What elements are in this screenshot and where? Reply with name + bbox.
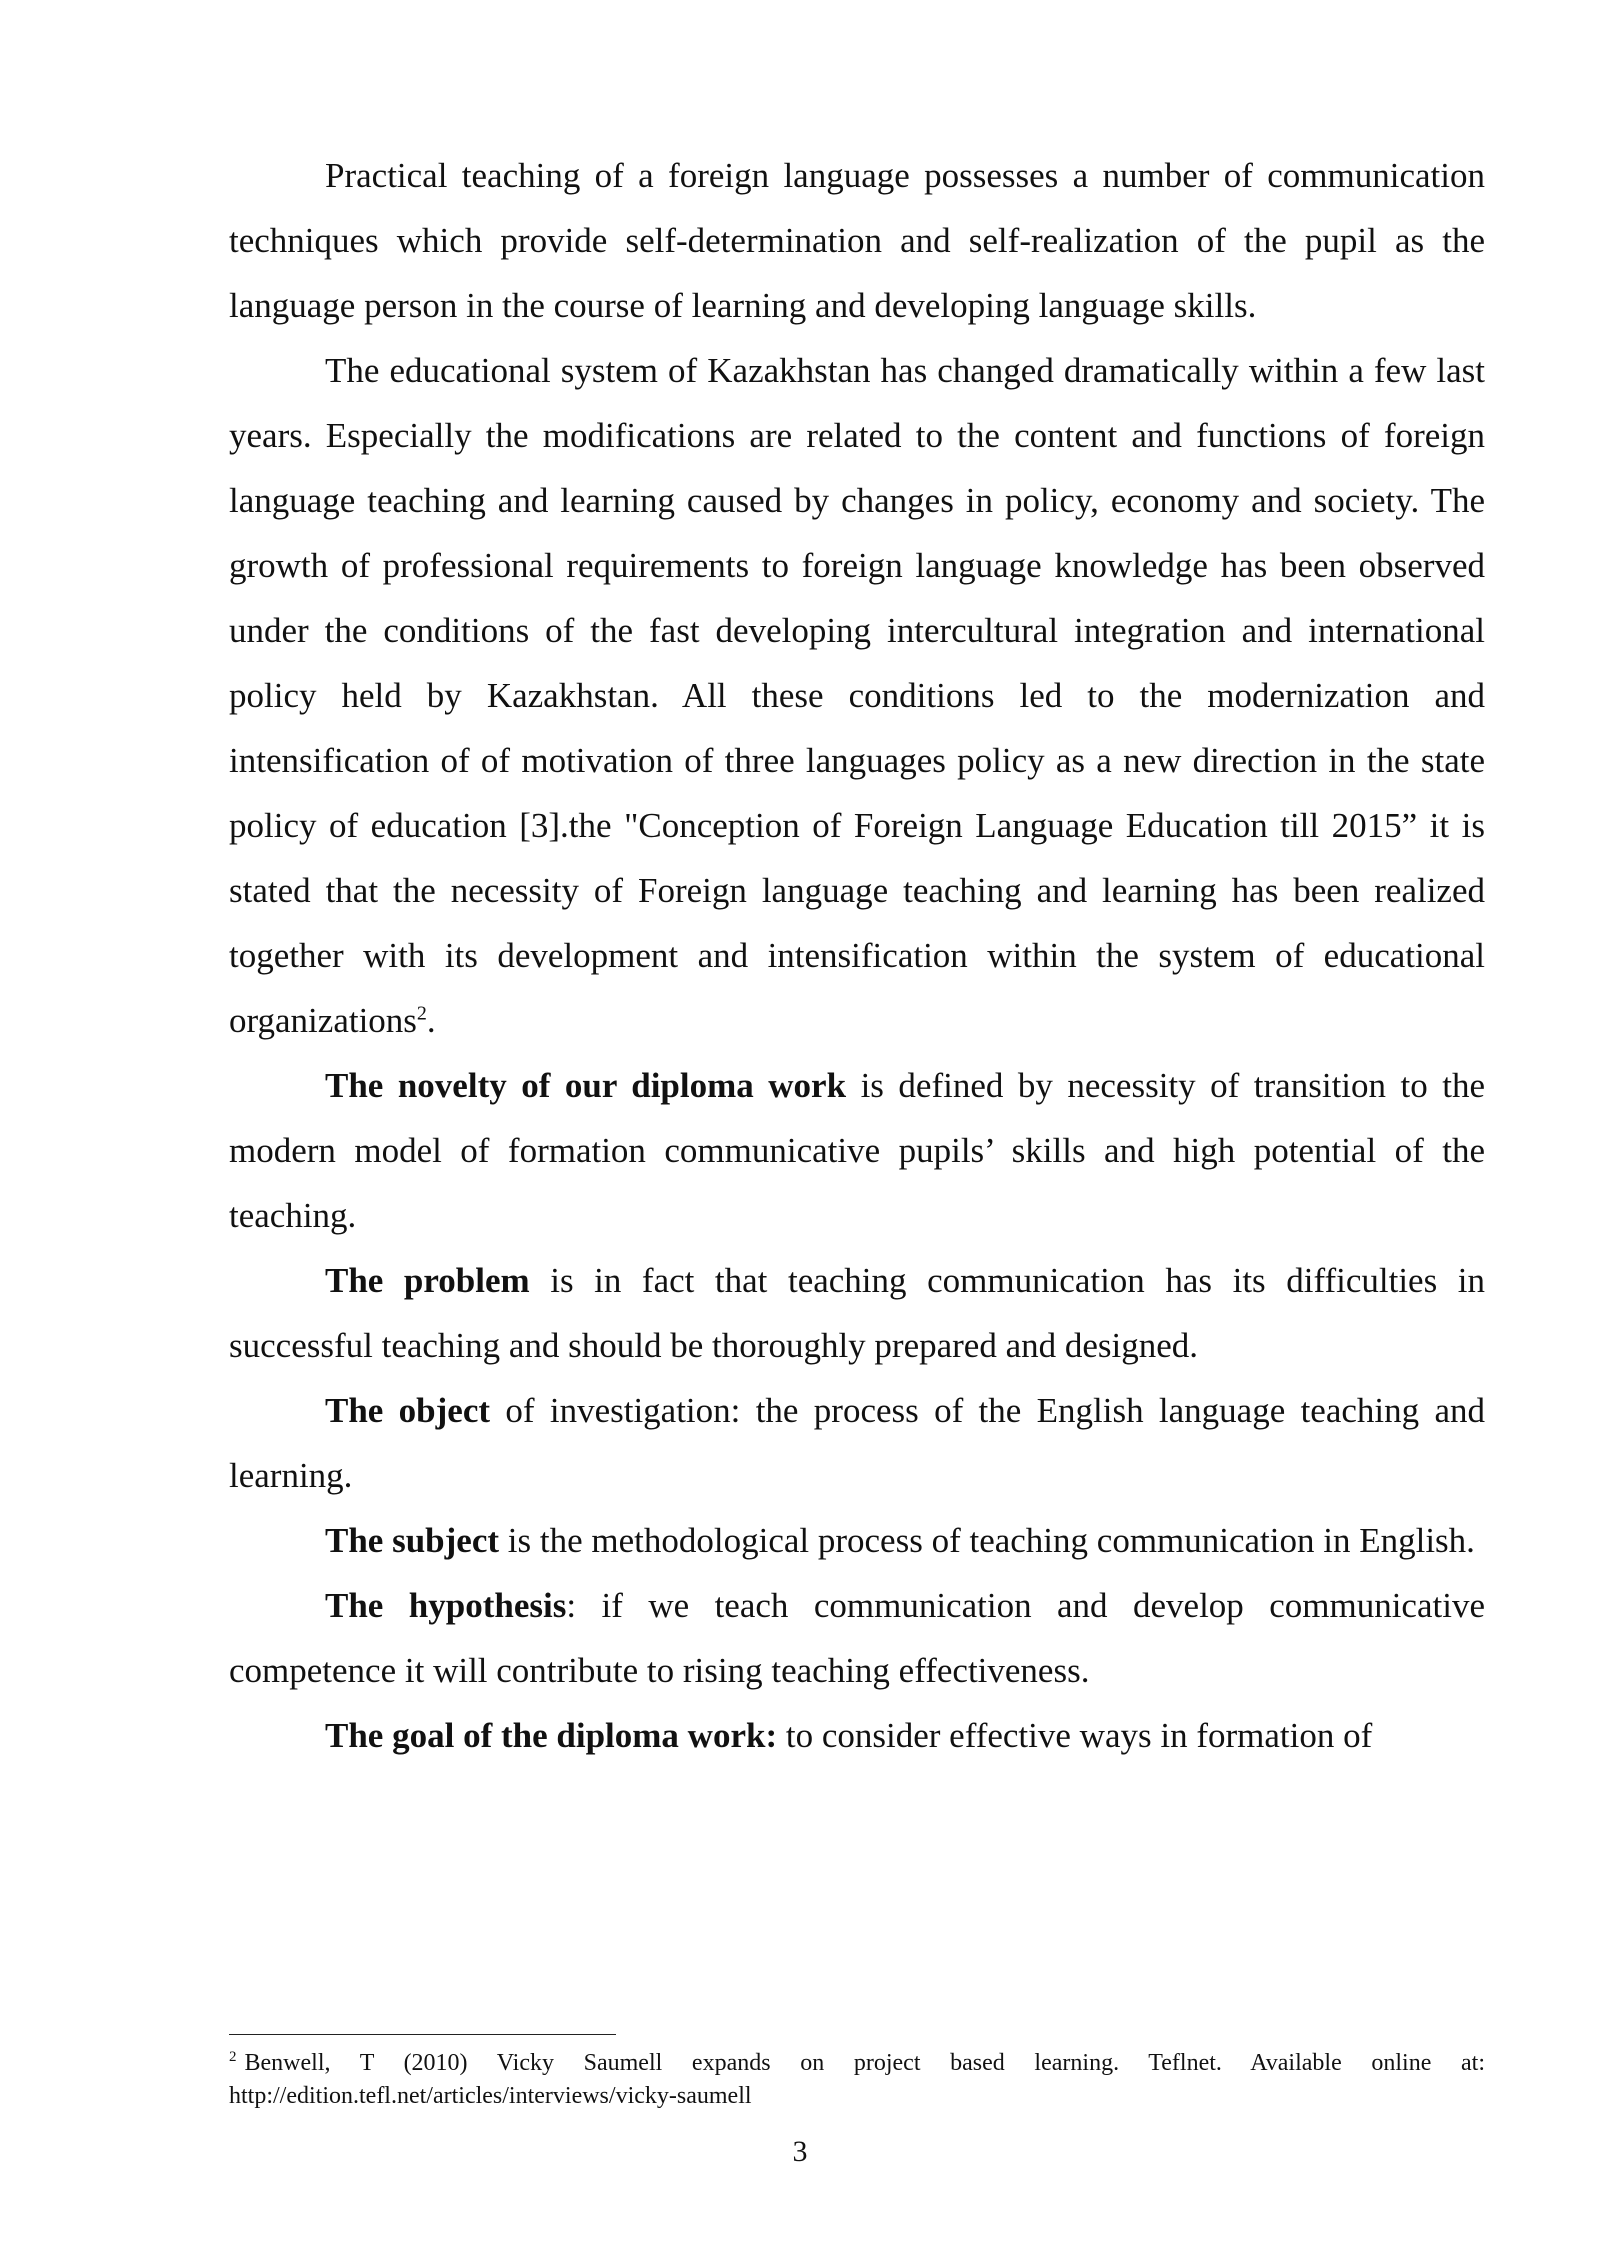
page-number: 3 [792,2135,808,2168]
paragraph [229,1703,1485,1768]
paragraph-text: is in fact that teaching communication has its difficulties in successful teaching and should be thoroughly prepared and designed. [229,1261,1485,1365]
paragraph [229,1508,1485,1573]
body-text [229,143,1485,1768]
paragraph-text: Practical teaching of a foreign language possesses a number of communication techniques which provide self-determination and self-realization of the pupil as the language person in the course of learning and developing language skills. [229,156,1485,325]
paragraph-heading: The subject [325,1521,500,1560]
paragraph-heading: The hypothesis [325,1586,567,1625]
footnote-reference: 2 [416,1002,427,1025]
footnote-mark: 2 [229,2049,237,2065]
paragraph-heading: The object [325,1391,491,1430]
paragraph-heading: The problem [325,1261,530,1300]
paragraph [229,1378,1485,1508]
paragraph-text: of investigation: the process of the English language teaching and learning. [229,1391,1485,1495]
paragraph [229,1053,1485,1248]
paragraph [229,1573,1485,1703]
paragraph [229,143,1485,338]
paragraph-text: : if we teach communication and develop communicative competence it will contribute to rising teaching effectiveness. [229,1586,1485,1690]
paragraph-text: . [426,1001,436,1040]
footnote-separator [229,2034,616,2035]
paragraph-heading: The goal of the diploma work: [325,1716,778,1755]
paragraph-text: is the methodological process of teaching communication in English. [499,1521,1475,1560]
footnote [229,2047,1485,2113]
footnote-text: Benwell, T (2010) Vicky Saumell expands on project based learning. Teflnet. Available online at: http://edition.tefl.net/articles/interviews/vicky-saumell [229,2050,1485,2109]
paragraph [229,1248,1485,1378]
paragraph-text: is defined by necessity of transition to the modern model of formation communicative pupils’ skills and high potential of the teaching. [229,1066,1485,1235]
paragraph [229,338,1485,1053]
paragraph-text: to consider effective ways in formation of [777,1716,1373,1755]
paragraph-heading: The novelty of our diploma work [325,1066,847,1105]
paragraph-text: The educational system of Kazakhstan has changed dramatically within a few last years. Especially the modifications are related to the content and functions of foreign language teaching and learning caused by changes in policy, economy and society. The growth of professional requirements to foreign language knowledge has been observed under the conditions of the fast developing intercultural integration and international policy held by Kazakhstan. All these conditions led to the modernization and intensification of of motivation of three languages policy as a new direction in the state policy of education [3].the "Conception of Foreign Language Education till 2015” it is stated that the necessity of Foreign language teaching and learning has been realized together with its development and intensification within the system of educational organizations [229,351,1485,1040]
